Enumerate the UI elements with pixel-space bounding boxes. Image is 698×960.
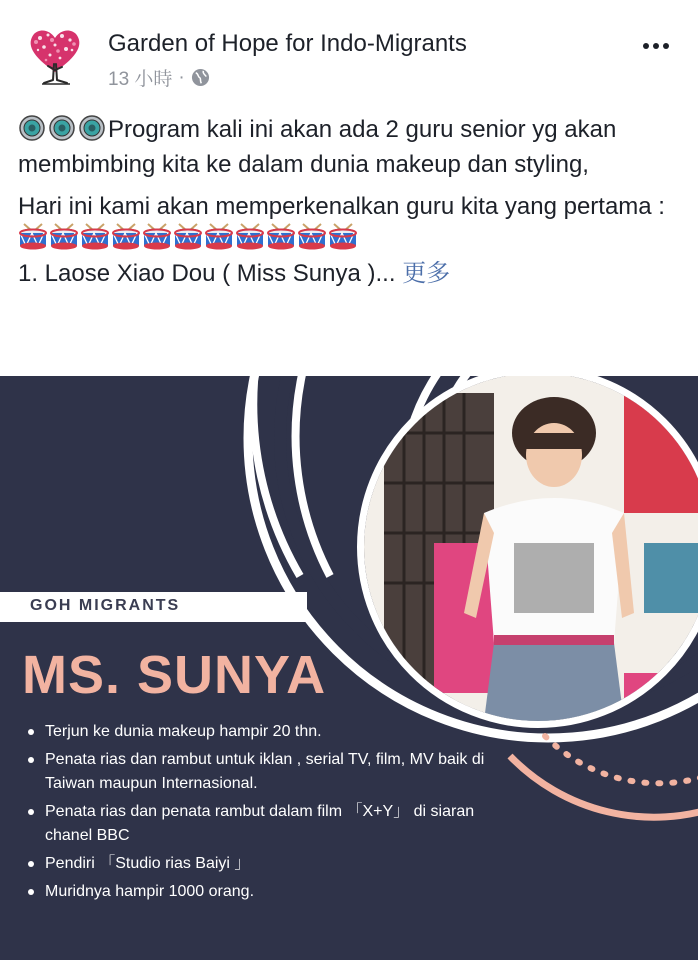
drum-icon [111,222,141,258]
see-more-link[interactable]: 更多 [402,260,451,287]
post-meta [108,64,210,91]
page-name-link[interactable]: Garden of Hope for Indo-Migrants [108,30,467,57]
bio-item: Penata rias dan rambut untuk iklan , serial TV, film, MV baik di Taiwan maupun Internasional. [25,748,505,796]
page-avatar[interactable] [22,20,88,86]
bio-item: Penata rias dan penata rambut dalam film 「X+Y」 di siaran chanel BBC [25,800,505,848]
speaker-icon [78,115,108,149]
bio-item: Terjun ke dunia makeup hampir 20 thn. [25,720,505,744]
bio-item: Muridnya hampir 1000 orang. [25,880,505,904]
teacher-bio-list [25,720,505,908]
drum-icon [49,222,79,258]
post-text-line-2: Hari ini kami akan memperkenalkan guru kita yang pertama : [18,193,665,220]
post-paragraph-1 [18,114,678,180]
speaker-icon [18,115,48,149]
meta-separator: · [178,66,185,88]
teacher-name-headline: MS. SUNYA [22,645,327,705]
drum-icon [204,222,234,258]
tree-heart-logo [22,20,88,86]
post-timestamp[interactable]: 13 小時 [108,69,173,90]
drum-icon [80,222,110,258]
more-options-button[interactable] [638,34,674,58]
ellipsis-dot [663,43,669,49]
drum-icon [235,222,265,258]
post-text-line-3: 1. Laose Xiao Dou ( Miss Sunya )... [18,260,396,287]
post-text [18,114,678,289]
drum-icon [297,222,327,258]
post-paragraph-2 [18,191,678,289]
drum-icon [328,222,358,258]
ellipsis-dot [643,43,649,49]
drum-icon [173,222,203,258]
drum-icon [266,222,296,258]
bio-item: Pendiri 「Studio rias Baiyi 」 [25,852,505,876]
tag-text: GOH MIGRANTS [30,597,181,614]
drum-icon [142,222,172,258]
drum-emoji-row [18,224,359,251]
post-text-line-1: Program kali ini akan ada 2 guru senior yg akan membimbing kita ke dalam dunia makeup dan styling, [18,116,617,178]
ellipsis-dot [653,43,659,49]
drum-icon [18,222,48,258]
globe-icon[interactable] [191,68,210,87]
post-image[interactable] [0,376,698,960]
tag-banner [0,592,307,622]
speaker-icon [48,115,78,149]
